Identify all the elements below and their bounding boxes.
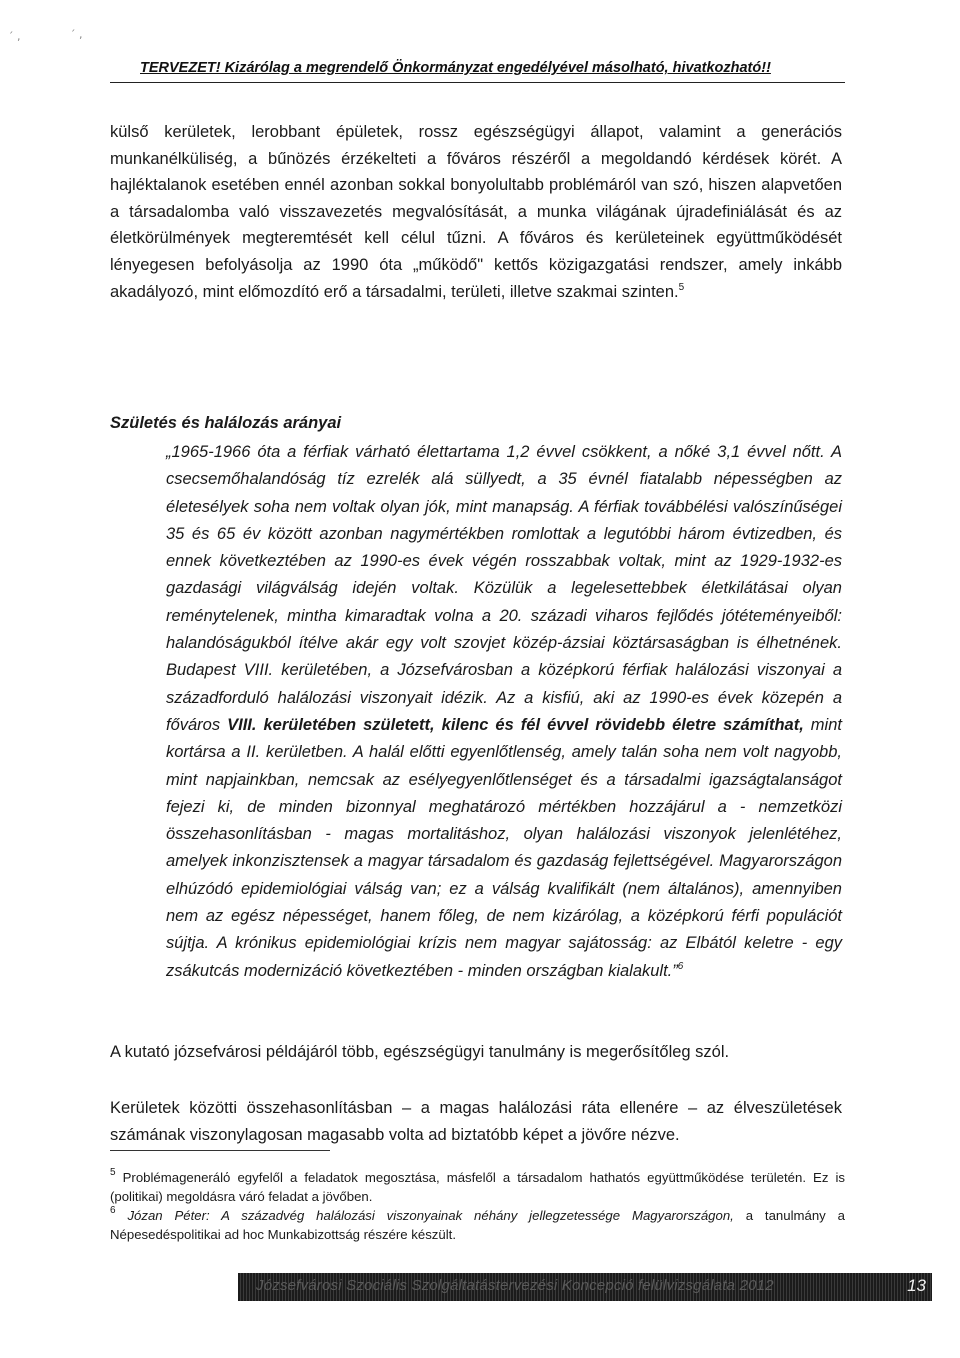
- quote-text-part1: „1965-1966 óta a férfiak várható élettartama 1,2 évvel csökkent, a nőké 3,1 évvel nőtt. A csecsemőhalandóság tíz ezrelék alá süllyedt, a 35 évnél fiatalabb népességben az életesélyek soha nem voltak olyan jók, mint manapság. A férfiak továbbélési valószínűségei 35 és 65 év között azonban nagymértékben romlottak a legutóbbi három évtizedben, és ennek következtében az 1990-es évek végén rosszabbak voltak, mint az 1929-1932-es gazdasági világválság idején voltak. Közülük a legelesettebbek életkilátásai olyan reménytelenek, mintha kimaradtak volna a 20. századi viharos fejlődés jótéteményeiből: halandóságukból ítélve akár egy volt szovjet közép-ázsiai köztársaságban is élhetnének. Budapest VIII. kerületében, a Józsefvárosban a középkorú férfiak halálozási viszonyai a századforduló halálozási viszonyait idézik. Az a kisfiú, aki az 1990-es évek közepén a főváros: [166, 443, 842, 734]
- footer-bar: [238, 1273, 932, 1301]
- intro-paragraph: [110, 119, 842, 305]
- comparison-paragraph: Kerületek közötti összehasonlításban – a magas halálozási ráta ellenére – az élveszületések számának viszonylagosan magasabb volta ad biztatóbb képet a jövőre nézve.: [110, 1099, 842, 1144]
- footnote-6-text: a tanulmány a Népesedéspolitikai ad hoc Munkabizottság részére készült.: [110, 1208, 845, 1242]
- footer-document-title: Józsefvárosi Szociális Szolgáltatástervezési Koncepció felülvizsgálata 2012: [256, 1277, 774, 1294]
- quote-text-part2: mint kortársa a II. kerületben. A halál előtti egyenlőtlenség, amely talán soha nem volt nagyobb, mint napjainkban, nemcsak az esélyegyenlőtlenséget és a társadalmi igazságtalanságot fejezi ki, de minden bizonnyal meghatározó mértékben hozzájárul a - nemzetközi összehasonlításban - magas mortalitáshoz, olyan halálozási viszonyok jelenlétéhez, amelyek inkonzisztensek a magyar társadalom és gazdaság fejlettségével. Magyarországon elhúzódó epidemiológiai válság van; ez a válság kvalifikált (nem általános), amennyiben nem az egész népességet, hanem főleg, de nem kizárólag, a középkorú férfi populációt sújtja. A krónikus epidemiológiai krízis nem magyar sajátosság: az Elbától keletre - egy zsákutcás modernizáció következtében - minden országban kialakult.”: [166, 715, 842, 980]
- scan-artifact-mark-2: ˊ ,: [8, 30, 21, 43]
- section-heading: Születés és halálozás arányai: [110, 414, 342, 432]
- footnote-6-number: 6: [110, 1205, 116, 1216]
- footnote-5-number: 5: [110, 1167, 116, 1178]
- footnote-ref-5: 5: [678, 281, 685, 293]
- intro-paragraph-text: külső kerületek, lerobbant épületek, rossz egészségügyi állapot, valamint a generációs munkanélküliség, a bűnözés érzékelteti a főváros részéről a megoldandó kérdések körét. A hajléktalanok esetében ennél azonban sokkal bonyolultabb problémáról van szó, hiszen alapvetően a társadalomba való visszavezetés megvalósítását, a munka világának újradefiniálását és az életkörülmények megteremtését kell célul tűzni. A főváros és kerületeinek együttműködését lényegesen befolyásolja az 1990 óta „működő" kettős közigazgatási rendszer, amely inkább akadályozó, mint előmozdító erő a társadalmi, területi, illetve szakmai szinten.: [110, 123, 842, 301]
- quote-bold-emphasis: VIII. kerületében született, kilenc és fél évvel rövidebb életre számíthat,: [227, 715, 804, 734]
- footnotes: [110, 1168, 845, 1244]
- header-divider: [110, 82, 845, 83]
- draft-notice-header: TERVEZET! Kizárólag a megrendelő Önkormányzat engedélyével másolható, hivatkozható!!: [140, 60, 771, 76]
- footnote-6-citation: Józan Péter: A századvég halálozási viszonyainak néhány jellegzetessége Magyarországon,: [127, 1208, 734, 1223]
- quoted-passage: [166, 439, 842, 985]
- page-number: 13: [907, 1276, 926, 1295]
- footnote-5: [110, 1168, 845, 1206]
- footnote-6: [110, 1206, 845, 1244]
- scan-artifact-mark: ˊ ,: [70, 28, 83, 41]
- research-paragraph: A kutató józsefvárosi példájáról több, egészségügyi tanulmány is megerősítőleg szól.: [110, 1043, 730, 1061]
- footnote-divider: [110, 1150, 330, 1151]
- footnote-5-text: Problémagenerálό egyfelől a feladatok megosztása, másfelől a társadalom hathatós együttműködése területén. Ez is (politikai) megoldásra váró feladat a jövőben.: [110, 1170, 845, 1204]
- footnote-ref-6: 6: [677, 960, 684, 972]
